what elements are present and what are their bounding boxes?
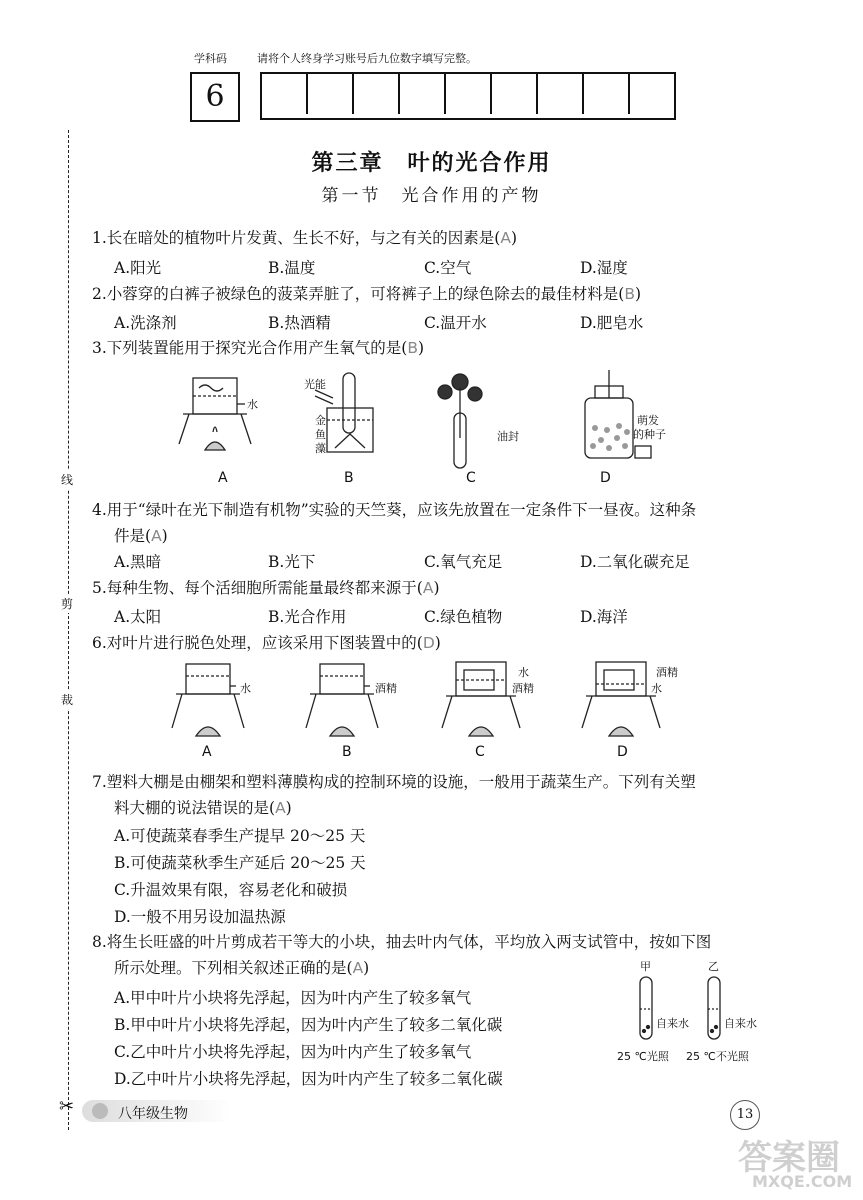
question-8-stem: 8.将生长旺盛的叶片剪成若干等大的小块，抽去叶内气体，平均放入两支试管中，按如下图 — [92, 933, 712, 951]
cut-line — [68, 130, 69, 1130]
scissors-icon: ✂ — [59, 1096, 75, 1117]
q3-fig-label-b: B — [344, 470, 354, 486]
watermark-url: MXQE.COM — [752, 1172, 853, 1191]
q3-fig-label-d: D — [600, 470, 611, 486]
q2-option-b: B.热酒精 — [268, 314, 331, 332]
q1-option-d: D.湿度 — [580, 259, 628, 277]
q7-option-c: C.升温效果有限，容易老化和破损 — [114, 881, 348, 899]
q6-label-d2: 水 — [651, 682, 662, 695]
cut-label-xian: 线 — [61, 470, 73, 489]
q6-fig-label-a: A — [202, 744, 212, 760]
page-number: 13 — [730, 1100, 760, 1130]
q3-label-oil: 油封 — [497, 430, 519, 443]
q6-fig-label-b: B — [342, 744, 352, 760]
q3-label-seed1: 萌发 — [637, 414, 659, 427]
q8-test-tubes-figure — [630, 975, 740, 1045]
q3-label-fish3: 藻 — [315, 442, 326, 455]
q6-label-b: 酒精 — [375, 682, 397, 695]
q6-figure-b — [306, 664, 378, 736]
q3-figure-c — [438, 374, 482, 468]
q3-fig-label-a: A — [218, 470, 228, 486]
q8-label-cond2: 25 ℃不光照 — [686, 1050, 749, 1063]
question-4-stem: 4.用于“绿叶在光下制造有机物”实验的天竺葵，应该先放置在一定条件下一昼夜。这种条 — [92, 501, 697, 519]
question-7-stem: 7.塑料大棚是由棚架和塑料薄膜构成的控制环境的设施，一般用于蔬菜生产。下列有关塑 — [92, 773, 696, 791]
q8-option-c: C.乙中叶片小块将先浮起，因为叶内产生了较多氧气 — [114, 1043, 472, 1061]
question-1-answer: A — [500, 229, 511, 247]
q3-label-water: 水 — [247, 398, 258, 411]
subject-code-label: 学科码 — [194, 52, 227, 65]
question-7-stem-cont: 料大棚的说法错误的是(A) — [114, 799, 292, 817]
q3-label-fish1: 金 — [315, 414, 326, 427]
q6-label-c1: 水 — [518, 666, 529, 679]
q8-label-cond1: 25 ℃光照 — [617, 1050, 669, 1063]
digit-box[interactable] — [538, 74, 584, 114]
q5-option-b: B.光合作用 — [268, 608, 347, 626]
q1-option-c: C.空气 — [424, 259, 472, 277]
q5-option-c: C.绿色植物 — [424, 608, 503, 626]
chapter-title: 第三章 叶的光合作用 — [311, 150, 552, 176]
book-title: 八年级生物 — [118, 1106, 188, 1122]
q6-fig-label-c: C — [475, 744, 485, 760]
digit-box[interactable] — [400, 74, 446, 114]
q8-option-d: D.乙中叶片小块将先浮起，因为叶内产生了较多二氧化碳 — [114, 1070, 503, 1088]
q4-option-a: A.黑暗 — [114, 553, 162, 571]
cut-label-jian: 剪 — [61, 594, 73, 613]
q5-option-a: A.太阳 — [114, 608, 162, 626]
q6-figure-d — [582, 662, 660, 736]
cut-label-cai: 裁 — [61, 690, 73, 709]
question-5-answer: A — [422, 579, 434, 597]
digit-box[interactable] — [630, 74, 674, 114]
q8-label-water2: 自来水 — [724, 1017, 757, 1030]
q3-apparatus-figure — [175, 368, 695, 476]
q5-option-d: D.海洋 — [580, 608, 628, 626]
q3-label-fish2: 鱼 — [315, 428, 326, 441]
q7-option-b: B.可使蔬菜秋季生产延后 20～25 天 — [114, 854, 366, 872]
question-7-answer: A — [275, 799, 286, 817]
q4-option-b: B.光下 — [268, 553, 316, 571]
q6-figure-a — [172, 664, 244, 736]
q8-option-a: A.甲中叶片小块将先浮起，因为叶内产生了较多氧气 — [114, 989, 472, 1007]
question-4-stem-cont: 件是(A) — [114, 527, 168, 545]
digit-box[interactable] — [262, 74, 308, 114]
q6-label-d1: 酒精 — [656, 666, 678, 679]
question-3-answer: B — [407, 339, 418, 357]
question-5-stem: 5.每种生物、每个活细胞所需能量最终都来源于(A) — [92, 579, 440, 597]
q6-figure-c — [442, 662, 520, 736]
question-4-answer: A — [151, 527, 162, 545]
digit-box[interactable] — [584, 74, 630, 114]
digit-box[interactable] — [354, 74, 400, 114]
q6-label-c2: 酒精 — [512, 682, 534, 695]
q2-option-d: D.肥皂水 — [580, 314, 644, 332]
q4-option-d: D.二氧化碳充足 — [580, 553, 690, 571]
q1-option-b: B.温度 — [268, 259, 316, 277]
q8-label-yi: 乙 — [708, 960, 719, 973]
q3-label-seed2: 的种子 — [633, 428, 666, 441]
subject-code-box — [190, 72, 240, 122]
q3-figure-a — [179, 378, 251, 450]
q4-option-c: C.氧气充足 — [424, 553, 503, 571]
q8-label-water1: 自来水 — [656, 1017, 689, 1030]
question-6-answer: D — [422, 634, 435, 652]
q8-label-jia: 甲 — [640, 960, 651, 973]
flower-icon — [92, 1103, 108, 1119]
question-1-stem: 1.长在暗处的植物叶片发黄、生长不好，与之有关的因素是(A) — [92, 229, 518, 247]
section-title: 第一节 光合作用的产物 — [321, 186, 542, 206]
question-3-stem: 3.下列装置能用于探究光合作用产生氧气的是(B) — [92, 339, 425, 357]
q8-option-b: B.甲中叶片小块将先浮起，因为叶内产生了较多二氧化碳 — [114, 1016, 503, 1034]
q6-apparatus-figure — [170, 656, 690, 746]
q7-option-a: A.可使蔬菜春季生产提早 20～25 天 — [114, 827, 366, 845]
q6-fig-label-d: D — [617, 744, 628, 760]
q7-option-d: D.一般不用另设加温热源 — [114, 908, 286, 926]
account-instruction: 请将个人终身学习账号后九位数字填写完整。 — [257, 52, 477, 65]
question-8-stem-cont: 所示处理。下列相关叙述正确的是(A) — [114, 959, 370, 977]
question-2-stem: 2.小蓉穿的白裤子被绿色的菠菜弄脏了，可将裤子上的绿色除去的最佳材料是(B) — [92, 285, 642, 303]
subject-code-value: 6 — [205, 79, 225, 114]
digit-box[interactable] — [308, 74, 354, 114]
watermark-logo: 答案圈 — [738, 1138, 840, 1178]
q1-option-a: A.阳光 — [114, 259, 162, 277]
question-6-stem: 6.对叶片进行脱色处理，应该采用下图装置中的(D) — [92, 634, 441, 652]
q2-option-c: C.温开水 — [424, 314, 487, 332]
q6-label-a: 水 — [240, 682, 251, 695]
digit-box[interactable] — [446, 74, 492, 114]
q3-fig-label-c: C — [466, 470, 476, 486]
account-number-boxes[interactable] — [260, 72, 676, 120]
q3-label-light: 光能 — [304, 378, 326, 391]
digit-box[interactable] — [492, 74, 538, 114]
q2-option-a: A.洗涤剂 — [114, 314, 177, 332]
question-8-answer: A — [352, 959, 364, 977]
question-2-answer: B — [624, 285, 635, 303]
